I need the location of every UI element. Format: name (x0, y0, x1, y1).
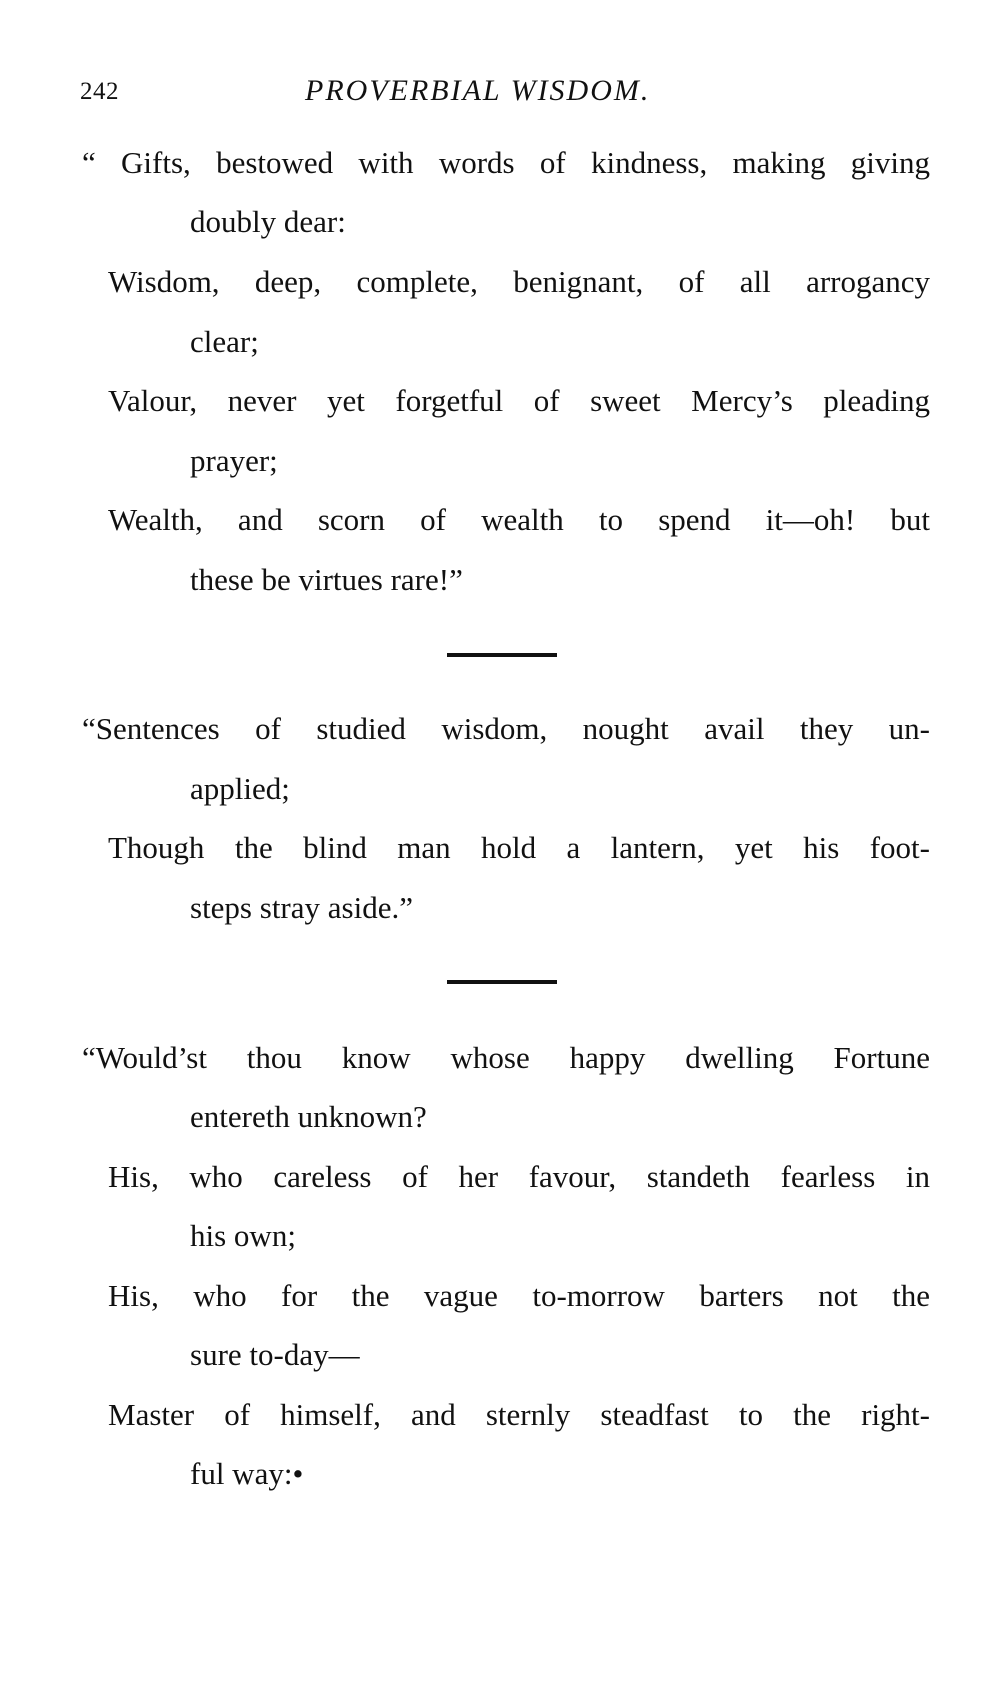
running-title: PROVERBIAL WISDOM. (305, 74, 651, 107)
verse-line: prayer; (190, 443, 278, 478)
verse-line: entereth unknown? (190, 1099, 427, 1134)
verse-line: Master of himself, and sternly steadfast to the right- (108, 1397, 930, 1432)
section-divider (447, 980, 557, 984)
verse-line: “Sentences of studied wisdom, nought avail they un- (82, 711, 930, 746)
verse-line: Wisdom, deep, complete, benignant, of all arrogancy (108, 264, 930, 299)
verse-line: His, who for the vague to-morrow barters not the (108, 1278, 930, 1313)
verse-line: these be virtues rare!” (190, 562, 463, 597)
verse-line: his own; (190, 1218, 296, 1253)
verse-line: doubly dear: (190, 204, 346, 239)
verse-line: sure to-day— (190, 1337, 360, 1372)
verse-line: Wealth, and scorn of wealth to spend it—oh! but (108, 502, 930, 537)
verse-line: steps stray aside.” (190, 890, 413, 925)
verse-line: Though the blind man hold a lantern, yet his foot- (108, 830, 930, 865)
page-header (0, 72, 1000, 112)
verse-line: His, who careless of her favour, standeth fearless in (108, 1159, 930, 1194)
verse-line: applied; (190, 771, 290, 806)
verse-line: “Would’st thou know whose happy dwelling Fortune (82, 1040, 930, 1075)
verse-line: “ Gifts, bestowed with words of kindness, making giving (82, 145, 930, 180)
verse-line: Valour, never yet forgetful of sweet Mercy’s pleading (108, 383, 930, 418)
verse-line: clear; (190, 324, 259, 359)
section-divider (447, 653, 557, 657)
verse-line: ful way:• (190, 1456, 304, 1491)
page-number: 242 (80, 78, 119, 105)
